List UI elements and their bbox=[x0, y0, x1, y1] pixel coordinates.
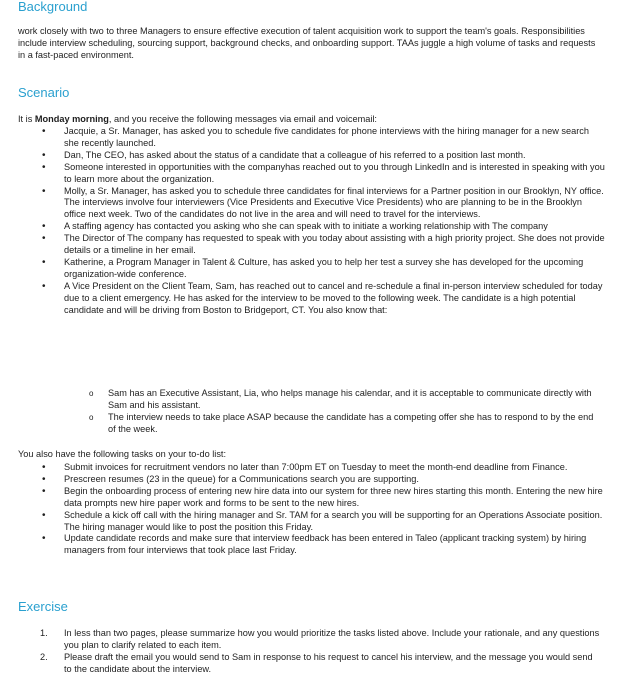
todo-list bbox=[0, 462, 608, 557]
scenario-intro-prefix: It is bbox=[18, 114, 35, 124]
scenario-item: • A staffing agency has contacted you asking who she can speak with to initiate a working relationship with The company bbox=[0, 221, 606, 233]
todo-item: • Submit invoices for recruitment vendors no later than 7:00pm ET on Tuesday to meet the month-end deadline from Finance. bbox=[0, 462, 608, 474]
scenario-item: • Dan, The CEO, has asked about the status of a candidate that a colleague of his referred to a position last month. bbox=[0, 150, 606, 162]
scenario-sublist bbox=[0, 388, 600, 436]
scenario-item: • Katherine, a Program Manager in Talent & Culture, has asked you to help her test a survey she has developed for the upcoming organization-wide conference. bbox=[0, 257, 606, 281]
exercise-item-text: In less than two pages, please summarize how you would prioritize the tasks listed above. Include your rationale, and any questions you plan to clarify related to each item. bbox=[64, 628, 600, 650]
scenario-intro-suffix: , and you receive the following messages via email and voicemail: bbox=[108, 114, 377, 124]
exercise-item-text: Please draft the email you would send to Sam in response to his request to cancel his interview, and the message you would send to the candidate about the interview. bbox=[64, 651, 593, 674]
todo-item: • Update candidate records and make sure that interview feedback has been entered in Taleo (applicant tracking system) by hiring managers from four interviews that took place last Friday. bbox=[0, 533, 608, 557]
scenario-subitem: o The interview needs to take place ASAP because the candidate has a competing offer she has to respond to by the end of the week. bbox=[0, 412, 600, 436]
scenario-item: • Someone interested in opportunities with the companyhas reached out to you through LinkedIn and is interested in speaking with you to learn more about the organization. bbox=[0, 162, 606, 186]
scenario-subitem: o Sam has an Executive Assistant, Lia, who helps manage his calendar, and it is acceptable to communicate directly with Sam and his assistant. bbox=[0, 388, 600, 412]
scenario-item: • The Director of The company has requested to speak with you today about assisting with a high priority project. She does not provide details or a timeline in her email. bbox=[0, 233, 606, 257]
scenario-heading: Scenario bbox=[18, 85, 70, 100]
background-heading: Background bbox=[18, 0, 88, 14]
exercise-item-number: 2. bbox=[40, 651, 48, 662]
exercise-list bbox=[0, 628, 600, 676]
scenario-list bbox=[0, 126, 606, 317]
todo-intro: You also have the following tasks on your to-do list: bbox=[18, 449, 227, 459]
exercise-item-number: 1. bbox=[40, 628, 48, 638]
scenario-intro-bold: Monday morning bbox=[34, 114, 109, 124]
scenario-item: • Jacquie, a Sr. Manager, has asked you to schedule five candidates for phone interviews with the hiring manager for a new search she recently launched. bbox=[0, 126, 606, 150]
scenario-intro bbox=[18, 114, 618, 126]
exercise-item bbox=[0, 628, 600, 652]
todo-item: • Prescreen resumes (23 in the queue) for a Communications search you are supporting. bbox=[0, 474, 608, 486]
scenario-item: • A Vice President on the Client Team, Sam, has reached out to cancel and re-schedule a final in-person interview scheduled for today due to a client emergency. He has asked for the interview to be moved to the following week. The candidate is a high potential candidate and will be driving from Boston to Bridgeport, CT. You also know that: bbox=[0, 281, 606, 317]
exercise-heading: Exercise bbox=[18, 599, 68, 614]
exercise-item bbox=[0, 652, 600, 676]
background-text: work closely with two to three Managers to ensure effective execution of talent acquisition work to support the team's goals. Responsibilities include interview scheduling, sourcing support, background checks, and onboarding support. TAAs juggle a high volume of tasks and requests in a fast-paced environment. bbox=[18, 26, 596, 60]
todo-item: • Begin the onboarding process of entering new hire data into our system for three new hires starting this month. Entering the new hire data prompts new hire paper work and forms to be sent to the new hires. bbox=[0, 486, 608, 510]
todo-item: • Schedule a kick off call with the hiring manager and Sr. TAM for a search you will be supporting for an Operations Associate position. The hiring manager would like to post the position this Friday. bbox=[0, 510, 608, 534]
scenario-item: • Molly, a Sr. Manager, has asked you to schedule three candidates for final interviews for a Partner position in our Brooklyn, NY office. The interviews involve four interviewers (Vice Presidents and Executive Vice Presidents) who are planning to be in the Brooklyn office next week. Two of the candidates do not live in the area and will need to travel for the interviews. bbox=[0, 186, 606, 222]
